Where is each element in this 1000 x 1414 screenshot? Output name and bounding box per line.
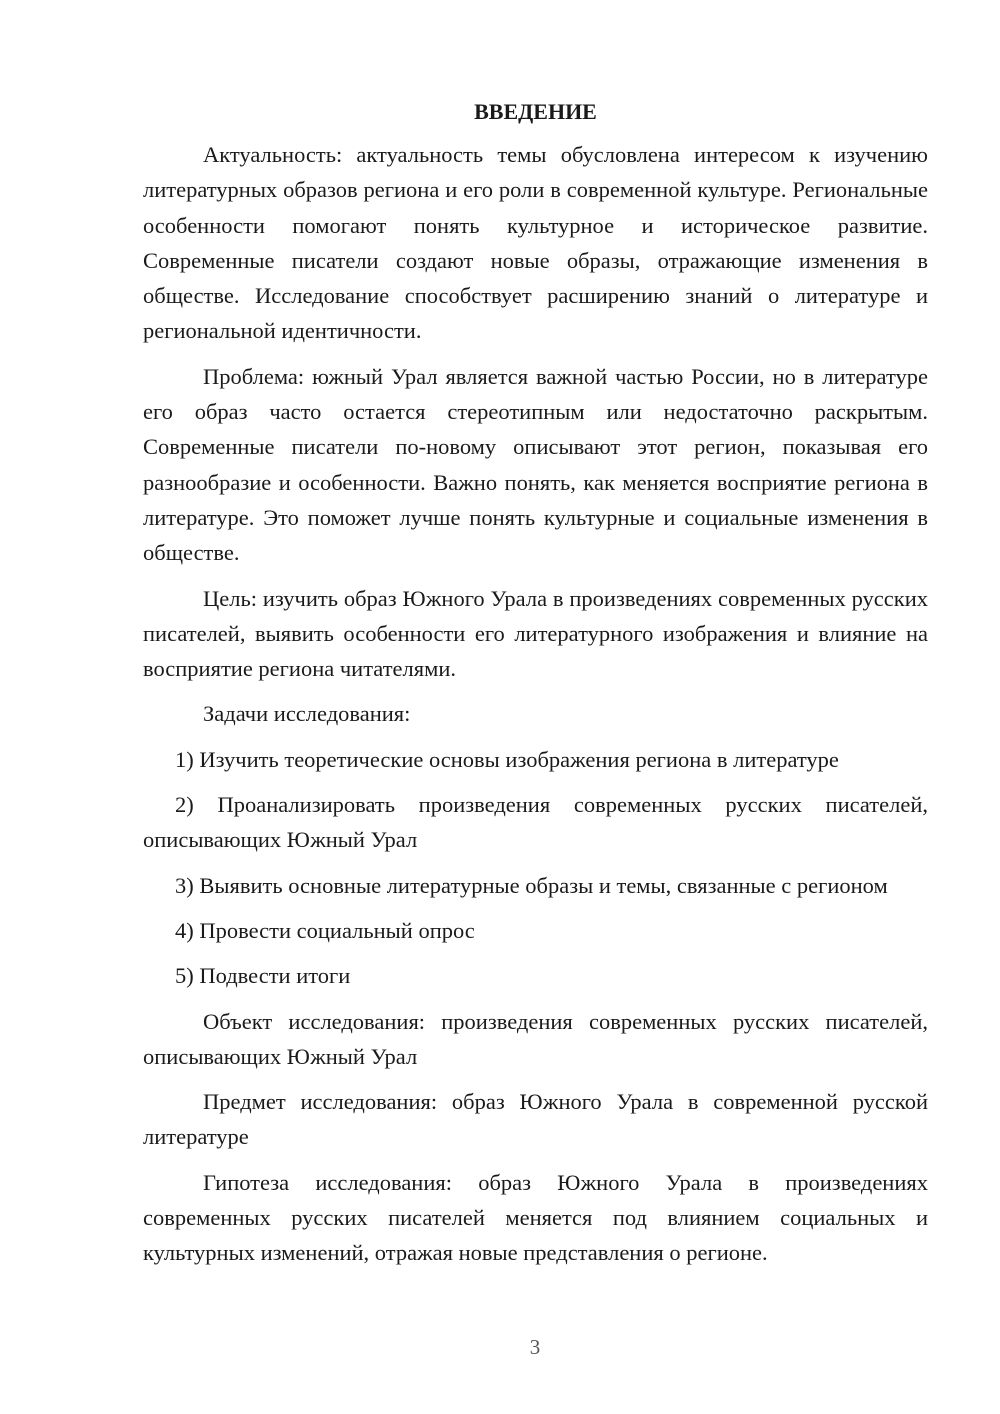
page-content — [143, 94, 928, 1281]
task-item-2: 2) Проанализировать произведения современных русских писателей, описывающих Южный Урал — [143, 792, 928, 853]
paragraph-relevance: Актуальность: актуальность темы обусловлена интересом к изучению литературных образов региона и его роли в современной культуре. Региональные особенности помогают понять культурное и историческое развитие. Современные писатели создают новые образы, отражающие изменения в обществе. Исследование способствует расширению знаний о литературе и региональной идентичности. — [143, 142, 928, 344]
task-item-5: 5) Подвести итоги — [175, 963, 351, 989]
paragraph-hypothesis: Гипотеза исследования: образ Южного Урала в произведениях современных русских писателей меняется под влиянием социальных и культурных изменений, отражая новые представления о регионе. — [143, 1169, 928, 1266]
paragraph-goal: Цель: изучить образ Южного Урала в произведениях современных русских писателей, выявить особенности его литературного изображения и влияние на восприятие региона читателями. — [143, 585, 928, 682]
task-item-1: 1) Изучить теоретические основы изображения региона в литературе — [175, 746, 839, 772]
page-number: 3 — [529, 1335, 541, 1359]
section-title: ВВЕДЕНИЕ — [474, 99, 597, 124]
paragraph-problem: Проблема: южный Урал является важной частью России, но в литературе его образ часто остается стереотипным или недостаточно раскрытым. Современные писатели по-новому описывают этот регион, показывая его разнообразие и особенности. Важно понять, как меняется восприятие региона в литературе. Это поможет лучше понять культурные и социальные изменения в обществе. — [143, 363, 928, 566]
paragraph-object: Объект исследования: произведения современных русских писателей, описывающих Южный Урал — [143, 1008, 928, 1069]
task-item-4: 4) Провести социальный опрос — [175, 917, 475, 943]
task-item-3: 3) Выявить основные литературные образы и темы, связанные с регионом — [175, 872, 888, 898]
paragraph-subject: Предмет исследования: образ Южного Урала в современной русской литературе — [143, 1089, 928, 1150]
tasks-heading: Задачи исследования: — [203, 701, 411, 727]
